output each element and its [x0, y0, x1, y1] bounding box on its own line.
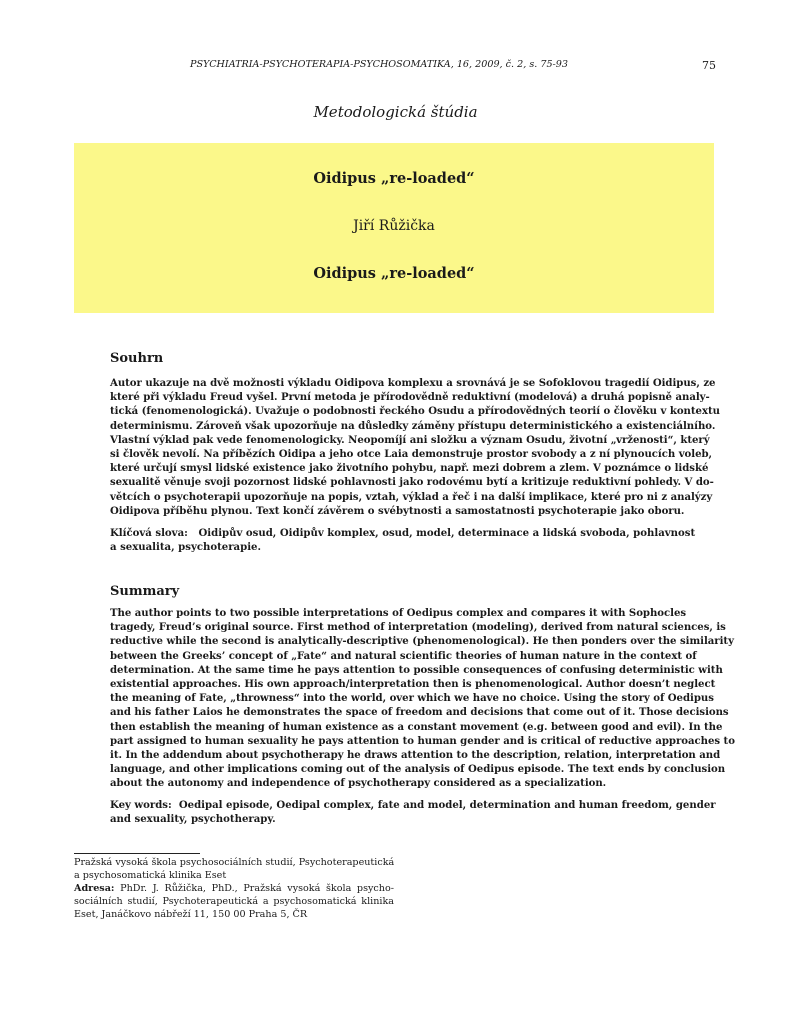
- abstract-line: které určují smysl lidské existence jako životního pohybu, např. mezi dobrem a zlem. V poznámce o lidské: [110, 462, 709, 475]
- summary-heading: Summary: [110, 584, 180, 599]
- keywords-label: Key words:: [110, 799, 172, 811]
- article-title-secondary: Oidipus „re-loaded“: [313, 265, 475, 282]
- abstract-line: tická (fenomenologická). Uvažuje o podobnosti řeckého Osudu a přírodovědných teorií o člověku v kontextu: [110, 405, 720, 418]
- keywords-text: a sexualita, psychoterapie.: [110, 541, 262, 554]
- abstract-line: about the autonomy and independence of psychotherapy considered as a specialization.: [110, 777, 607, 790]
- keywords-label: Klíčová slova:: [110, 527, 188, 539]
- abstract-line: the meaning of Fate, „throwness“ into the world, over which we have no choice. Using the story of Oedipus: [110, 692, 714, 705]
- footnote: [74, 856, 394, 921]
- footnote-address: sociálních studií, Psychoterapeutická a psychosomatická klinika: [74, 896, 394, 907]
- keywords-text: Oidipův osud, Oidipův komplex, osud, model, determinace a lidská svoboda, pohlavnost: [198, 527, 696, 539]
- abstract-line: it. In the addendum about psychotherapy he draws attention to the description, relation, interpretation and: [110, 748, 721, 761]
- footnote-address: Eset, Janáčkovo nábřeží 11, 150 00 Praha 5, ČR: [74, 909, 308, 920]
- abstract-line: reductive while the second is analytically-descriptive (phenomenological). He then ponders over the similarity: [110, 635, 734, 648]
- abstract-line: Autor ukazuje na dvě možnosti výkladu Oidipova komplexu a srovnává je se Sofoklovou tragedií Oidipus, ze: [110, 377, 716, 389]
- abstract-line: tragedy, Freud’s original source. First method of interpretation (modeling), derived from natural sciences, is: [110, 621, 726, 634]
- author-name: Jiří Růžička: [353, 218, 435, 234]
- page-number: 75: [702, 59, 716, 72]
- abstract-line: existential approaches. His own approach/interpretation then is phenomenological. Author doesn’t neglect: [110, 677, 716, 690]
- abstract-line: and his father Laios he demonstrates the space of freedom and decisions that come out of it. Those decisions: [110, 706, 729, 719]
- section-type-label: Metodologická štúdia: [313, 103, 478, 121]
- footnote-address: PhDr. J. Růžička, PhD., Pražská vysoká škola psycho-: [120, 883, 394, 894]
- abstract-line: větcích o psychoterapii upozorňuje na popis, vztah, výklad a řeč i na další implikace, které pro ni z analýzy: [110, 490, 713, 503]
- article-title: Oidipus „re-loaded“: [313, 170, 475, 187]
- souhrn-abstract: [110, 376, 720, 518]
- abstract-line: Vlastní výklad pak vede fenomenologicky. Neopomíjí ani složku a význam Osudu, životní „vrženosti“, který: [110, 433, 710, 446]
- summary-abstract: [110, 606, 735, 790]
- abstract-line: determinismu. Zároveň však upozorňuje na důsledky záměny přístupu deterministického a existenciálního.: [110, 419, 716, 432]
- souhrn-heading: Souhrn: [110, 351, 164, 366]
- summary-keywords: [110, 798, 716, 826]
- abstract-line: které při výkladu Freud vyšel. První metoda je přírodovědně reduktivní (modelová) a druhá popisně analy-: [110, 391, 710, 404]
- running-header: PSYCHIATRIA-PSYCHOTERAPIA-PSYCHOSOMATIKA, 16, 2009, č. 2, s. 75-93: [190, 59, 569, 70]
- abstract-line: language, and other implications coming out of the analysis of Oedipus episode. The text ends by conclusion: [110, 763, 726, 776]
- keywords-text: and sexuality, psychotherapy.: [110, 813, 276, 826]
- abstract-line: then establish the meaning of human existence as a constant movement (e.g. between good and evil). In the: [110, 720, 723, 733]
- keywords-text: Oedipal episode, Oedipal complex, fate and model, determination and human freedom, gender: [178, 799, 716, 811]
- abstract-line: The author points to two possible interpretations of Oedipus complex and compares it with Sophocles: [110, 607, 687, 619]
- abstract-line: part assigned to human sexuality he pays attention to human gender and is critical of reductive approaches to: [110, 734, 735, 747]
- abstract-line: determination. At the same time he pays attention to possible consequences of confusing deterministic with: [110, 663, 723, 676]
- abstract-line: si člověk nevolí. Na příbězích Oidipa a jeho otce Laia demonstruje prostor svobody a z ní plynoucích voleb,: [110, 447, 713, 460]
- souhrn-keywords: [110, 526, 696, 554]
- footnote-address-label: Adresa:: [74, 883, 115, 894]
- footnote-rule: [74, 853, 200, 854]
- footnote-affiliation: Pražská vysoká škola psychosociálních studií, Psychoterapeutická: [74, 857, 395, 868]
- abstract-line: between the Greeks’ concept of „Fate“ and natural scientific theories of human nature in the context of: [110, 649, 697, 662]
- abstract-line: Oidipova příběhu plynou. Text končí závěrem o svébytnosti a samostatnosti psychoterapie jako oboru.: [110, 504, 685, 517]
- footnote-affiliation: a psychosomatická klinika Eset: [74, 870, 227, 881]
- abstract-line: sexualitě věnuje svoji pozornost lidské pohlavnosti jako rodovému bytí a kritizuje reduktivní pohledy. V do-: [110, 476, 714, 489]
